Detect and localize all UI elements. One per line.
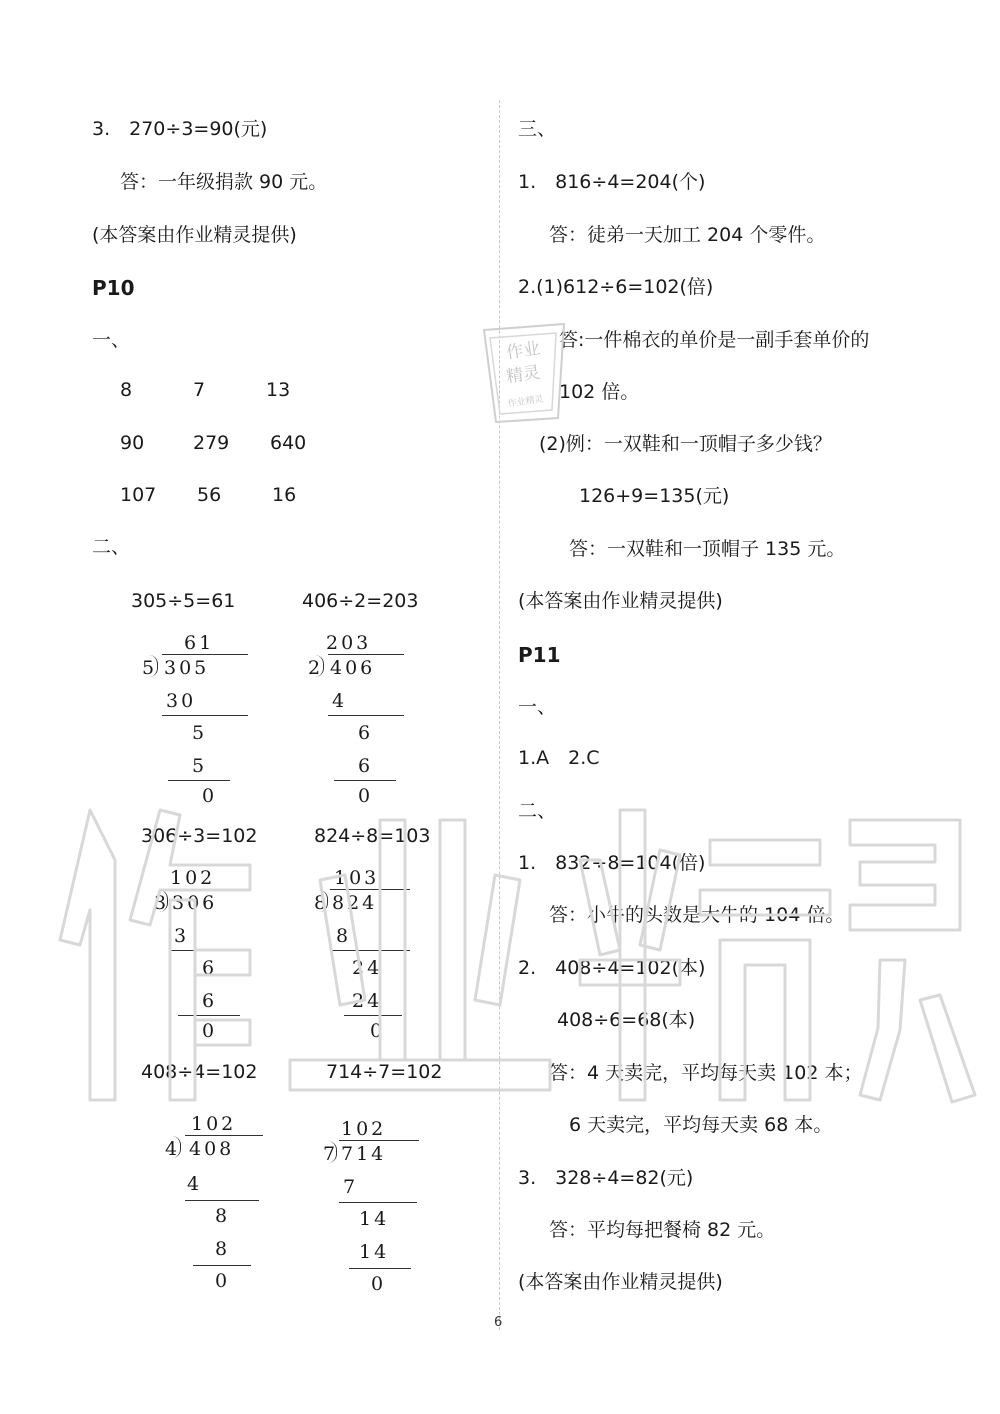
quotient: 102	[191, 1113, 237, 1135]
equation: 824÷8=103	[314, 825, 431, 847]
section-heading: 一、	[518, 696, 557, 718]
section-heading: 一、	[92, 329, 131, 351]
answer-line: 1. 832÷8=104(倍)	[518, 852, 706, 874]
subtrahend: 8	[336, 925, 352, 947]
grid-cell: 640	[270, 432, 307, 454]
divisor: 2	[308, 657, 324, 679]
quotient: 203	[326, 632, 372, 654]
stamp-logo	[476, 318, 572, 428]
section-heading: 二、	[518, 800, 557, 822]
equation: 408÷4=102	[141, 1061, 258, 1083]
grid-cell: 90	[120, 432, 145, 454]
subtrahend: 30	[166, 690, 197, 712]
long-division	[152, 869, 272, 1044]
subtrahend: 5	[192, 755, 208, 777]
answer-line: 答：4 天卖完，平均每天卖 102 本；	[549, 1062, 863, 1084]
long-division	[321, 1115, 441, 1295]
answer-line: 1.A 2.C	[518, 747, 600, 769]
grid-cell: 8	[120, 379, 133, 401]
dividend: 408	[189, 1138, 235, 1160]
subtrahend: 3	[174, 925, 190, 947]
divisor: 7	[323, 1143, 339, 1165]
source-note: (本答案由作业精灵提供)	[518, 1271, 723, 1293]
subtrahend: 6	[358, 755, 374, 777]
answer-line: 6 天卖完，平均每天卖 68 本。	[569, 1114, 833, 1136]
subtrahend: 7	[343, 1176, 359, 1198]
svg-text:精灵: 精灵	[505, 362, 542, 388]
remainder: 0	[215, 1270, 231, 1292]
answer-line: 3. 270÷3=90(元)	[92, 118, 268, 140]
svg-text:作业: 作业	[505, 338, 542, 364]
answer-line: 答：平均每把餐椅 82 元。	[549, 1219, 776, 1241]
grid-cell: 56	[197, 484, 222, 506]
column-divider	[499, 100, 500, 1330]
remainder: 0	[358, 785, 374, 807]
answer-line: 答:一件棉衣的单价是一副手套单价的	[559, 329, 870, 351]
dividend: 824	[332, 892, 378, 914]
remainder: 6	[202, 957, 218, 979]
answer-line: 答：一双鞋和一顶帽子 135 元。	[569, 538, 846, 560]
dividend: 714	[341, 1143, 387, 1165]
remainder: 0	[370, 1020, 386, 1042]
dividend: 305	[164, 657, 210, 679]
equation: 305÷5=61	[131, 590, 236, 612]
answer-line: 102 倍。	[559, 381, 640, 403]
subtrahend: 4	[187, 1173, 203, 1195]
source-note: (本答案由作业精灵提供)	[518, 590, 723, 612]
svg-text:作业精灵: 作业精灵	[507, 394, 545, 410]
subtrahend: 14	[359, 1241, 390, 1263]
remainder: 0	[202, 1020, 218, 1042]
page-heading-p11: P11	[518, 643, 561, 667]
grid-cell: 107	[120, 484, 157, 506]
page-heading-p10: P10	[92, 276, 135, 300]
answer-line: 2. 408÷4=102(本)	[518, 957, 706, 979]
answer-line: 答：一年级捐款 90 元。	[120, 171, 328, 193]
page-number: 6	[494, 1315, 503, 1330]
remainder: 0	[202, 785, 218, 807]
equation: 406÷2=203	[302, 590, 419, 612]
source-note: (本答案由作业精灵提供)	[92, 224, 297, 246]
grid-cell: 279	[193, 432, 230, 454]
dividend: 406	[330, 657, 376, 679]
remainder: 5	[192, 722, 208, 744]
quotient: 61	[184, 632, 215, 654]
answer-line: 3. 328÷4=82(元)	[518, 1167, 694, 1189]
dividend: 306	[172, 892, 218, 914]
subtrahend: 24	[352, 990, 383, 1012]
long-division	[163, 1115, 283, 1290]
quotient: 103	[334, 867, 380, 889]
remainder: 0	[371, 1273, 387, 1295]
section-heading: 三、	[518, 118, 557, 140]
answer-line: 1. 816÷4=204(个)	[518, 171, 706, 193]
equation: 714÷7=102	[326, 1061, 443, 1083]
remainder: 14	[359, 1208, 390, 1230]
answer-line: 408÷6=68(本)	[557, 1009, 696, 1031]
grid-cell: 16	[272, 484, 297, 506]
remainder: 8	[215, 1205, 231, 1227]
answer-line: 答：小牛的头数是大牛的 104 倍。	[549, 904, 845, 926]
divisor: 5	[142, 657, 158, 679]
divisor: 8	[314, 892, 330, 914]
answer-line: 2.(1)612÷6=102(倍)	[518, 276, 714, 298]
subtrahend: 4	[332, 690, 348, 712]
grid-cell: 7	[193, 379, 206, 401]
quotient: 102	[170, 867, 216, 889]
section-heading: 二、	[92, 536, 131, 558]
answer-line: (2)例：一双鞋和一顶帽子多少钱？	[539, 433, 832, 455]
remainder: 24	[352, 957, 383, 979]
remainder: 6	[358, 722, 374, 744]
divisor: 3	[154, 892, 170, 914]
equation: 306÷3=102	[141, 825, 258, 847]
long-division	[312, 869, 432, 1044]
answer-line: 126+9=135(元)	[579, 485, 730, 507]
quotient: 102	[341, 1118, 387, 1140]
long-division	[306, 634, 426, 809]
answer-line: 答：徒弟一天加工 204 个零件。	[549, 224, 826, 246]
grid-cell: 13	[266, 379, 291, 401]
long-division	[140, 634, 260, 809]
divisor: 4	[165, 1138, 181, 1160]
subtrahend: 6	[202, 990, 218, 1012]
subtrahend: 8	[215, 1238, 231, 1260]
